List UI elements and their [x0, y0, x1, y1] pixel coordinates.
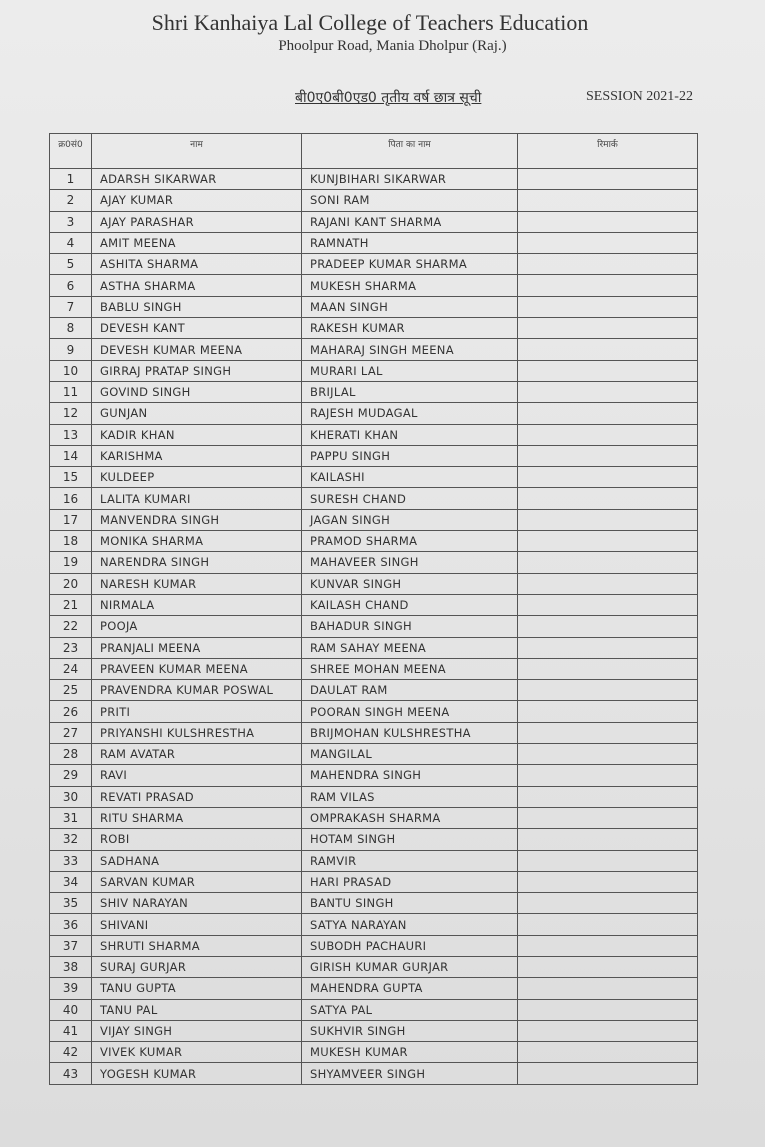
remark-cell [518, 424, 698, 445]
remark-cell [518, 616, 698, 637]
serial-number-cell: 22 [50, 616, 92, 637]
student-name-cell: SHRUTI SHARMA [92, 935, 302, 956]
remark-cell [518, 744, 698, 765]
remark-cell [518, 403, 698, 424]
serial-number-cell: 28 [50, 744, 92, 765]
father-name-cell: HARI PRASAD [302, 871, 518, 892]
table-row [50, 893, 698, 914]
serial-number-cell: 32 [50, 829, 92, 850]
table-row [50, 360, 698, 381]
table-row [50, 467, 698, 488]
table-row [50, 531, 698, 552]
table-row [50, 190, 698, 211]
father-name-cell: SATYA NARAYAN [302, 914, 518, 935]
table-row [50, 552, 698, 573]
remark-cell [518, 658, 698, 679]
table-row [50, 488, 698, 509]
father-name-cell: SUBODH PACHAURI [302, 935, 518, 956]
remark-cell [518, 956, 698, 977]
father-name-cell: BRIJMOHAN KULSHRESTHA [302, 722, 518, 743]
remark-cell [518, 531, 698, 552]
student-name-cell: SHIVANI [92, 914, 302, 935]
student-name-cell: GOVIND SINGH [92, 381, 302, 402]
student-name-cell: SURAJ GURJAR [92, 956, 302, 977]
table-row [50, 935, 698, 956]
session-label: SESSION 2021-22 [586, 89, 693, 104]
remark-cell [518, 232, 698, 253]
table-row [50, 296, 698, 317]
student-name-cell: PRAVEEN KUMAR MEENA [92, 658, 302, 679]
father-name-cell: RAMVIR [302, 850, 518, 871]
table-row [50, 829, 698, 850]
table-row [50, 211, 698, 232]
serial-number-cell: 39 [50, 978, 92, 999]
remark-cell [518, 786, 698, 807]
student-name-cell: NARESH KUMAR [92, 573, 302, 594]
header-serial-number: क्र0सं0 [50, 134, 92, 169]
serial-number-cell: 17 [50, 509, 92, 530]
father-name-cell: MAAN SINGH [302, 296, 518, 317]
table-row [50, 424, 698, 445]
serial-number-cell: 41 [50, 1020, 92, 1041]
table-row [50, 744, 698, 765]
table-row [50, 339, 698, 360]
remark-cell [518, 829, 698, 850]
father-name-cell: SHREE MOHAN MEENA [302, 658, 518, 679]
serial-number-cell: 43 [50, 1063, 92, 1084]
student-name-cell: LALITA KUMARI [92, 488, 302, 509]
student-name-cell: AJAY KUMAR [92, 190, 302, 211]
father-name-cell: MURARI LAL [302, 360, 518, 381]
serial-number-cell: 37 [50, 935, 92, 956]
serial-number-cell: 11 [50, 381, 92, 402]
table-row [50, 573, 698, 594]
table-row [50, 254, 698, 275]
serial-number-cell: 38 [50, 956, 92, 977]
remark-cell [518, 190, 698, 211]
student-name-cell: BABLU SINGH [92, 296, 302, 317]
student-name-cell: TANU GUPTA [92, 978, 302, 999]
serial-number-cell: 29 [50, 765, 92, 786]
serial-number-cell: 31 [50, 807, 92, 828]
remark-cell [518, 296, 698, 317]
remark-cell [518, 488, 698, 509]
student-name-cell: YOGESH KUMAR [92, 1063, 302, 1084]
remark-cell [518, 914, 698, 935]
remark-cell [518, 509, 698, 530]
table-row [50, 445, 698, 466]
serial-number-cell: 15 [50, 467, 92, 488]
father-name-cell: PAPPU SINGH [302, 445, 518, 466]
student-name-cell: REVATI PRASAD [92, 786, 302, 807]
table-row [50, 850, 698, 871]
student-name-cell: NARENDRA SINGH [92, 552, 302, 573]
father-name-cell: MANGILAL [302, 744, 518, 765]
remark-cell [518, 318, 698, 339]
remark-cell [518, 680, 698, 701]
table-row [50, 637, 698, 658]
remark-cell [518, 871, 698, 892]
student-name-cell: ADARSH SIKARWAR [92, 169, 302, 190]
serial-number-cell: 13 [50, 424, 92, 445]
serial-number-cell: 21 [50, 594, 92, 615]
father-name-cell: KUNVAR SINGH [302, 573, 518, 594]
serial-number-cell: 34 [50, 871, 92, 892]
serial-number-cell: 2 [50, 190, 92, 211]
serial-number-cell: 23 [50, 637, 92, 658]
remark-cell [518, 807, 698, 828]
table-header-row [50, 134, 698, 169]
college-name: Shri Kanhaiya Lal College of Teachers Education [151, 10, 589, 35]
header-name: नाम [92, 134, 302, 169]
serial-number-cell: 18 [50, 531, 92, 552]
father-name-cell: RAM SAHAY MEENA [302, 637, 518, 658]
father-name-cell: SUKHVIR SINGH [302, 1020, 518, 1041]
serial-number-cell: 42 [50, 1042, 92, 1063]
remark-cell [518, 381, 698, 402]
remark-cell [518, 275, 698, 296]
serial-number-cell: 19 [50, 552, 92, 573]
father-name-cell: MAHAVEER SINGH [302, 552, 518, 573]
father-name-cell: POORAN SINGH MEENA [302, 701, 518, 722]
remark-cell [518, 978, 698, 999]
student-name-cell: ASHITA SHARMA [92, 254, 302, 275]
student-name-cell: ASTHA SHARMA [92, 275, 302, 296]
father-name-cell: KUNJBIHARI SIKARWAR [302, 169, 518, 190]
father-name-cell: RAM VILAS [302, 786, 518, 807]
table-row [50, 722, 698, 743]
table-row [50, 594, 698, 615]
remark-cell [518, 893, 698, 914]
serial-number-cell: 10 [50, 360, 92, 381]
father-name-cell: BRIJLAL [302, 381, 518, 402]
serial-number-cell: 5 [50, 254, 92, 275]
table-row [50, 318, 698, 339]
table-row [50, 1042, 698, 1063]
table-row [50, 701, 698, 722]
student-name-cell: RITU SHARMA [92, 807, 302, 828]
student-name-cell: SADHANA [92, 850, 302, 871]
student-name-cell: AMIT MEENA [92, 232, 302, 253]
father-name-cell: MAHENDRA SINGH [302, 765, 518, 786]
remark-cell [518, 211, 698, 232]
serial-number-cell: 25 [50, 680, 92, 701]
table-row [50, 765, 698, 786]
serial-number-cell: 1 [50, 169, 92, 190]
student-name-cell: KULDEEP [92, 467, 302, 488]
student-name-cell: VIJAY SINGH [92, 1020, 302, 1041]
student-name-cell: RAM AVATAR [92, 744, 302, 765]
student-name-cell: KADIR KHAN [92, 424, 302, 445]
serial-number-cell: 35 [50, 893, 92, 914]
serial-number-cell: 36 [50, 914, 92, 935]
student-name-cell: MONIKA SHARMA [92, 531, 302, 552]
table-row [50, 1020, 698, 1041]
student-name-cell: PRANJALI MEENA [92, 637, 302, 658]
father-name-cell: BAHADUR SINGH [302, 616, 518, 637]
table-row [50, 956, 698, 977]
serial-number-cell: 30 [50, 786, 92, 807]
student-name-cell: ROBI [92, 829, 302, 850]
remark-cell [518, 999, 698, 1020]
father-name-cell: MUKESH SHARMA [302, 275, 518, 296]
table-body [50, 169, 698, 1085]
table-row [50, 509, 698, 530]
father-name-cell: JAGAN SINGH [302, 509, 518, 530]
father-name-cell: RAMNATH [302, 232, 518, 253]
serial-number-cell: 20 [50, 573, 92, 594]
student-name-cell: RAVI [92, 765, 302, 786]
father-name-cell: RAJANI KANT SHARMA [302, 211, 518, 232]
father-name-cell: MAHARAJ SINGH MEENA [302, 339, 518, 360]
remark-cell [518, 1063, 698, 1084]
student-name-cell: SHIV NARAYAN [92, 893, 302, 914]
remark-cell [518, 1042, 698, 1063]
remark-cell [518, 935, 698, 956]
header-father-name: पिता का नाम [302, 134, 518, 169]
father-name-cell: KAILASHI [302, 467, 518, 488]
student-name-cell: DEVESH KANT [92, 318, 302, 339]
serial-number-cell: 27 [50, 722, 92, 743]
student-name-cell: PRIYANSHI KULSHRESTHA [92, 722, 302, 743]
serial-number-cell: 24 [50, 658, 92, 679]
remark-cell [518, 169, 698, 190]
serial-number-cell: 14 [50, 445, 92, 466]
remark-cell [518, 573, 698, 594]
father-name-cell: OMPRAKASH SHARMA [302, 807, 518, 828]
student-name-cell: MANVENDRA SINGH [92, 509, 302, 530]
table-row [50, 999, 698, 1020]
student-name-cell: KARISHMA [92, 445, 302, 466]
serial-number-cell: 7 [50, 296, 92, 317]
father-name-cell: GIRISH KUMAR GURJAR [302, 956, 518, 977]
father-name-cell: PRADEEP KUMAR SHARMA [302, 254, 518, 275]
remark-cell [518, 1020, 698, 1041]
father-name-cell: RAJESH MUDAGAL [302, 403, 518, 424]
student-name-cell: TANU PAL [92, 999, 302, 1020]
remark-cell [518, 254, 698, 275]
remark-cell [518, 594, 698, 615]
header-remark: रिमार्क [518, 134, 698, 169]
table-row [50, 232, 698, 253]
remark-cell [518, 637, 698, 658]
father-name-cell: MAHENDRA GUPTA [302, 978, 518, 999]
table-row [50, 786, 698, 807]
student-name-cell: SARVAN KUMAR [92, 871, 302, 892]
student-name-cell: NIRMALA [92, 594, 302, 615]
student-name-cell: AJAY PARASHAR [92, 211, 302, 232]
serial-number-cell: 3 [50, 211, 92, 232]
student-name-cell: GIRRAJ PRATAP SINGH [92, 360, 302, 381]
remark-cell [518, 445, 698, 466]
serial-number-cell: 33 [50, 850, 92, 871]
father-name-cell: BANTU SINGH [302, 893, 518, 914]
college-address: Phoolpur Road, Mania Dholpur (Raj.) [278, 38, 507, 54]
list-title: बी0ए0बी0एड0 तृतीय वर्ष छात्र सूची [295, 90, 482, 106]
father-name-cell: KAILASH CHAND [302, 594, 518, 615]
student-name-cell: GUNJAN [92, 403, 302, 424]
table-row [50, 1063, 698, 1084]
student-name-cell: POOJA [92, 616, 302, 637]
student-name-cell: VIVEK KUMAR [92, 1042, 302, 1063]
remark-cell [518, 339, 698, 360]
table-row [50, 169, 698, 190]
father-name-cell: KHERATI KHAN [302, 424, 518, 445]
table-row [50, 871, 698, 892]
serial-number-cell: 26 [50, 701, 92, 722]
serial-number-cell: 12 [50, 403, 92, 424]
table-row [50, 978, 698, 999]
father-name-cell: HOTAM SINGH [302, 829, 518, 850]
table-row [50, 807, 698, 828]
remark-cell [518, 552, 698, 573]
father-name-cell: PRAMOD SHARMA [302, 531, 518, 552]
student-name-cell: DEVESH KUMAR MEENA [92, 339, 302, 360]
serial-number-cell: 6 [50, 275, 92, 296]
remark-cell [518, 701, 698, 722]
table-row [50, 658, 698, 679]
table-row [50, 914, 698, 935]
father-name-cell: MUKESH KUMAR [302, 1042, 518, 1063]
remark-cell [518, 722, 698, 743]
serial-number-cell: 8 [50, 318, 92, 339]
father-name-cell: SHYAMVEER SINGH [302, 1063, 518, 1084]
student-list-table [49, 133, 698, 1085]
serial-number-cell: 16 [50, 488, 92, 509]
father-name-cell: DAULAT RAM [302, 680, 518, 701]
student-name-cell: PRAVENDRA KUMAR POSWAL [92, 680, 302, 701]
serial-number-cell: 9 [50, 339, 92, 360]
table-row [50, 616, 698, 637]
serial-number-cell: 40 [50, 999, 92, 1020]
father-name-cell: SATYA PAL [302, 999, 518, 1020]
table-row [50, 680, 698, 701]
father-name-cell: SONI RAM [302, 190, 518, 211]
serial-number-cell: 4 [50, 232, 92, 253]
remark-cell [518, 467, 698, 488]
student-name-cell: PRITI [92, 701, 302, 722]
table-row [50, 275, 698, 296]
table-row [50, 381, 698, 402]
father-name-cell: SURESH CHAND [302, 488, 518, 509]
remark-cell [518, 765, 698, 786]
table-row [50, 403, 698, 424]
remark-cell [518, 360, 698, 381]
father-name-cell: RAKESH KUMAR [302, 318, 518, 339]
remark-cell [518, 850, 698, 871]
